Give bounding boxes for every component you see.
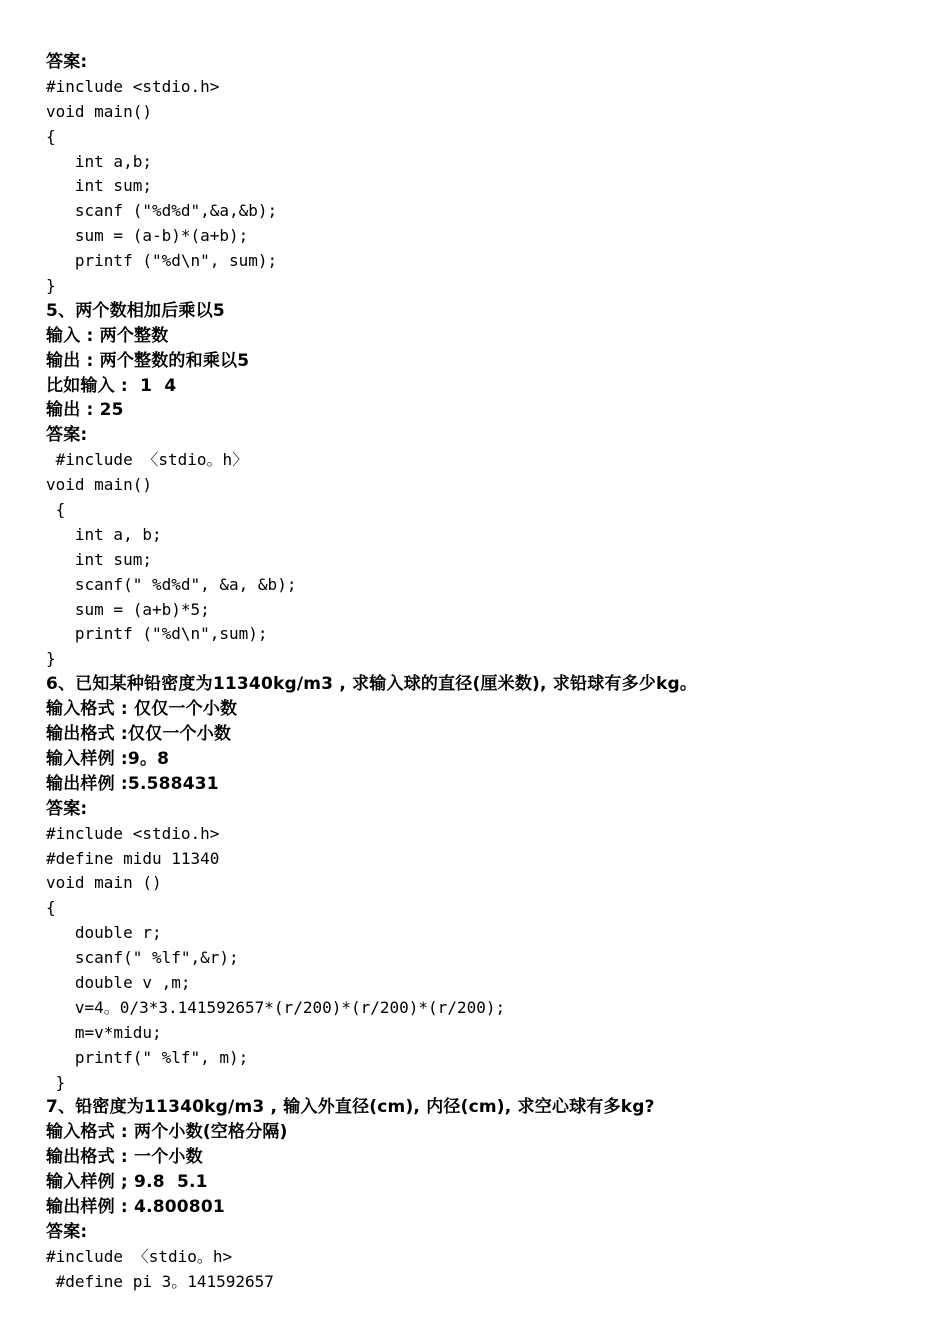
code-line: int sum; [46,549,152,569]
text-line: 输出 : 两个整数的和乘以5 [46,350,250,371]
text-line: 答案: [46,1221,88,1242]
code-line: void main() [46,101,152,121]
code-line: printf ("%d\n", sum); [46,251,278,271]
code-line: } [46,649,56,669]
code-line: #define midu 11340 [46,848,220,868]
text-line: 输出样例 :5.588431 [46,773,219,794]
code-line: void main () [46,873,162,893]
code-line: scanf ("%d%d",&a,&b); [46,201,278,221]
code-line: #include <stdio.h> [46,823,220,843]
code-line: scanf(" %d%d", &a, &b); [46,574,297,594]
code-line: sum = (a+b)*5; [46,599,210,619]
code-line: { [46,126,56,146]
code-line: printf ("%d\n",sum); [46,624,268,644]
code-line: v=4。0/3*3.141592657*(r/200)*(r/200)*(r/200); [46,997,506,1017]
text-line: 答案: [46,425,88,446]
text-line: 答案: [46,798,88,819]
text-line: 输入格式 : 两个小数(空格分隔) [46,1122,288,1143]
code-line: scanf(" %lf",&r); [46,948,239,968]
text-line: 输出格式 :仅仅一个小数 [46,724,232,745]
text-line: 7、铅密度为11340kg/m3 , 输入外直径(cm), 内径(cm), 求空心球有多kg? [46,1097,655,1118]
code-line: int a,b; [46,151,152,171]
code-line: } [46,276,56,296]
text-line: 输入 : 两个整数 [46,325,169,346]
code-line: sum = (a-b)*(a+b); [46,226,249,246]
code-line: #include 〈stdio。h> [46,1246,233,1266]
text-line: 答案: [46,52,88,72]
text-line: 输入格式 : 仅仅一个小数 [46,699,238,720]
text-line: 比如输入 : 1 4 [46,375,177,396]
code-line: { [46,898,56,918]
text-line: 输入样例 ; 9.8 5.1 [46,1172,208,1193]
code-line: { [46,500,66,520]
text-line: 输出 : 25 [46,400,124,421]
code-line: #include <stdio.h> [46,76,220,96]
code-line: } [46,1072,66,1092]
text-line: 输出样例 : 4.800801 [46,1196,225,1217]
code-line: double v ,m; [46,972,191,992]
code-line: void main() [46,475,152,495]
code-line: int a, b; [46,524,162,544]
code-line: m=v*midu; [46,1022,162,1042]
code-line: double r; [46,923,162,943]
code-line: int sum; [46,176,152,196]
code-line: #define pi 3。141592657 [46,1271,274,1291]
text-line: 输出格式 : 一个小数 [46,1147,203,1168]
code-line: printf(" %lf", m); [46,1047,249,1067]
text-line: 6、已知某种铅密度为11340kg/m3 , 求输入球的直径(厘米数), 求铅球有多少kg。 [46,674,698,695]
text-line: 输入样例 :9。8 [46,748,170,769]
text-line: 5、两个数相加后乘以5 [46,300,225,321]
code-line: #include 〈stdio。h〉 [46,450,249,470]
